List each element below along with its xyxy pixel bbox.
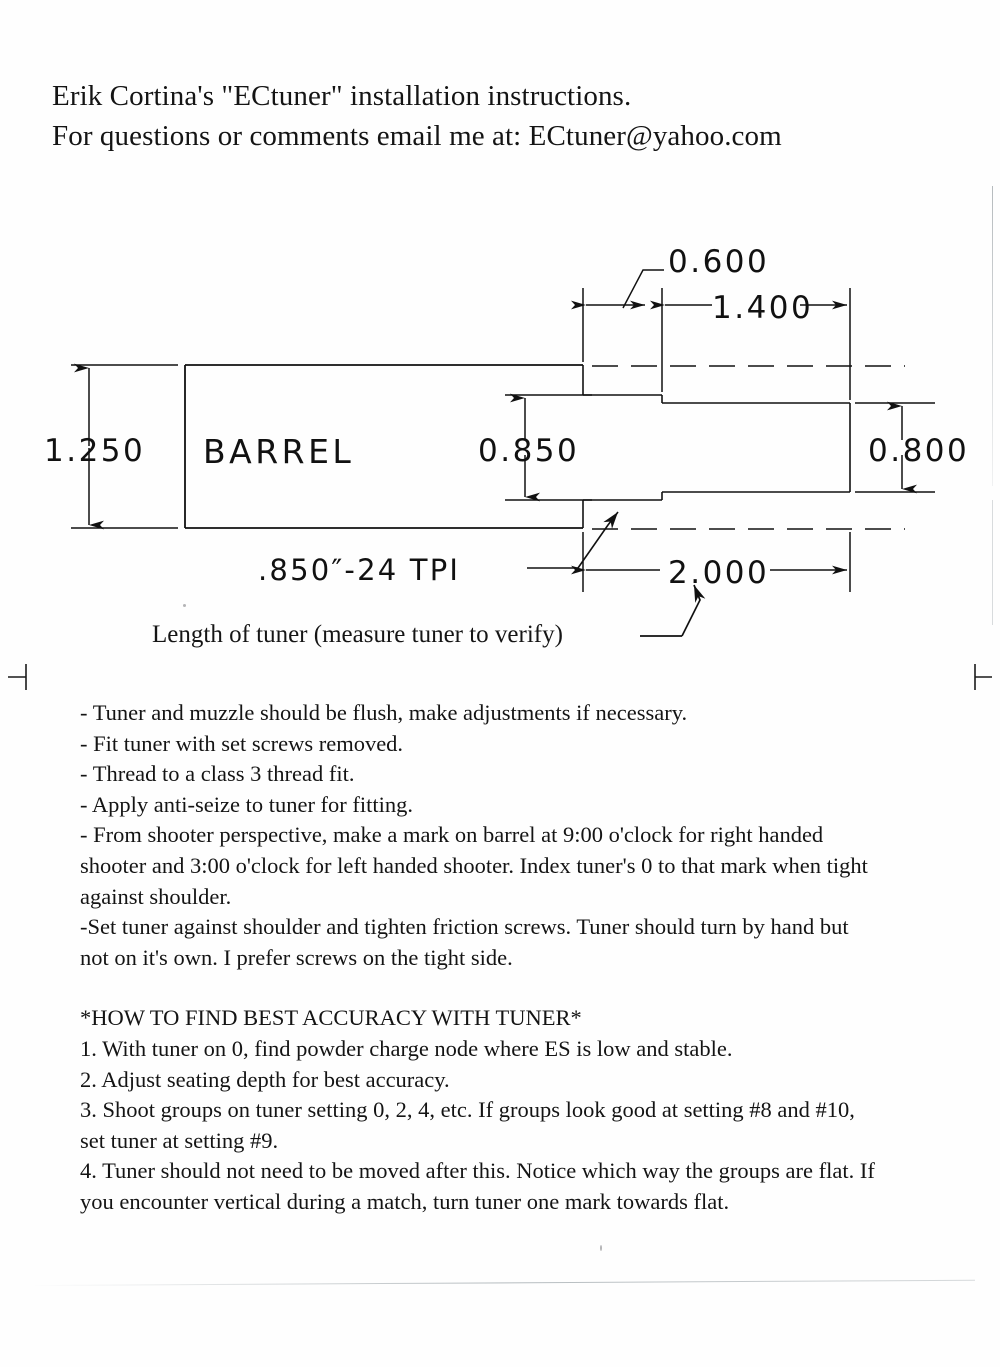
scan-artifact-horizontal-line [30, 1280, 975, 1286]
instruction-bullet-3: - Thread to a class 3 thread fit. [80, 761, 355, 787]
dimension-label-2000: 2.000 [668, 555, 770, 591]
scan-artifact-vertical-edge-lower [992, 500, 993, 625]
instruction-paragraph-1: - From shooter perspective, make a mark on barrel at 9:00 o'clock for right handed shooter and 3:00 o'clock for left handed shooter. Index tuner's 0 to that mark when tight against shoulder. [80, 822, 868, 909]
threaded-section-outline [583, 365, 662, 528]
thread-spec-label: .850″-24 TPI [258, 553, 461, 587]
instructions-body [80, 698, 880, 1218]
thread-callout-leader [527, 512, 618, 568]
instruction-bullet-4: - Apply anti-seize to tuner for fitting. [80, 791, 414, 817]
scan-speck-1 [183, 604, 186, 607]
dimension-0850 [505, 395, 592, 500]
accuracy-step-3: 3. Shoot groups on tuner setting 0, 2, 4, etc. If groups look good at setting #8 and #10, set tuner at setting #9. [80, 1097, 855, 1153]
header-contact-line-2: For questions or comments email me at: ECtuner@yahoo.com [52, 120, 782, 152]
section-spacer [80, 973, 880, 1003]
dimension-0800 [855, 403, 935, 492]
scan-speck-2 [600, 1245, 602, 1251]
dimension-0600-leader [623, 270, 664, 308]
instruction-paragraph-2: -Set tuner against shoulder and tighten friction screws. Tuner should turn by hand but not on it's own. I prefer screws on the tight side. [80, 914, 849, 970]
dimension-label-0600: 0.600 [668, 244, 770, 280]
accuracy-step-4: 4. Tuner should not need to be moved after this. Notice which way the groups are flat. If you encounter vertical during a match, turn tuner one mark towards flat. [80, 1158, 875, 1214]
document-header [52, 76, 952, 156]
crop-mark-right [970, 662, 992, 692]
accuracy-section-heading: *HOW TO FIND BEST ACCURACY WITH TUNER* [80, 1005, 582, 1031]
part-label-barrel: BARREL [203, 432, 355, 471]
dimension-label-1400: 1.400 [712, 290, 814, 326]
caption-leader [640, 585, 700, 636]
dimension-label-1250: 1.250 [44, 433, 146, 469]
instruction-bullet-1: - Tuner and muzzle should be flush, make adjustments if necessary. [80, 700, 688, 725]
scan-artifact-vertical-edge [992, 186, 993, 486]
accuracy-step-2: 2. Adjust seating depth for best accuracy. [80, 1066, 450, 1092]
dimension-label-0800: 0.800 [868, 433, 970, 469]
dimension-label-0850: 0.850 [478, 433, 580, 469]
tuner-body-outline [662, 395, 850, 500]
bottom-extension-lines [583, 532, 850, 592]
dimension-1250 [71, 365, 178, 528]
crop-mark-left [8, 662, 30, 692]
bore-centerlines [592, 366, 905, 529]
header-title-line-1: Erik Cortina's "ECtuner" installation instructions. [52, 80, 632, 112]
barrel-body-outline [185, 365, 583, 528]
tuner-length-caption: Length of tuner (measure tuner to verify) [152, 621, 563, 648]
accuracy-step-1: 1. With tuner on 0, find powder charge node where ES is low and stable. [80, 1035, 733, 1061]
instruction-bullet-2: - Fit tuner with set screws removed. [80, 730, 404, 756]
top-extension-lines [583, 288, 850, 400]
